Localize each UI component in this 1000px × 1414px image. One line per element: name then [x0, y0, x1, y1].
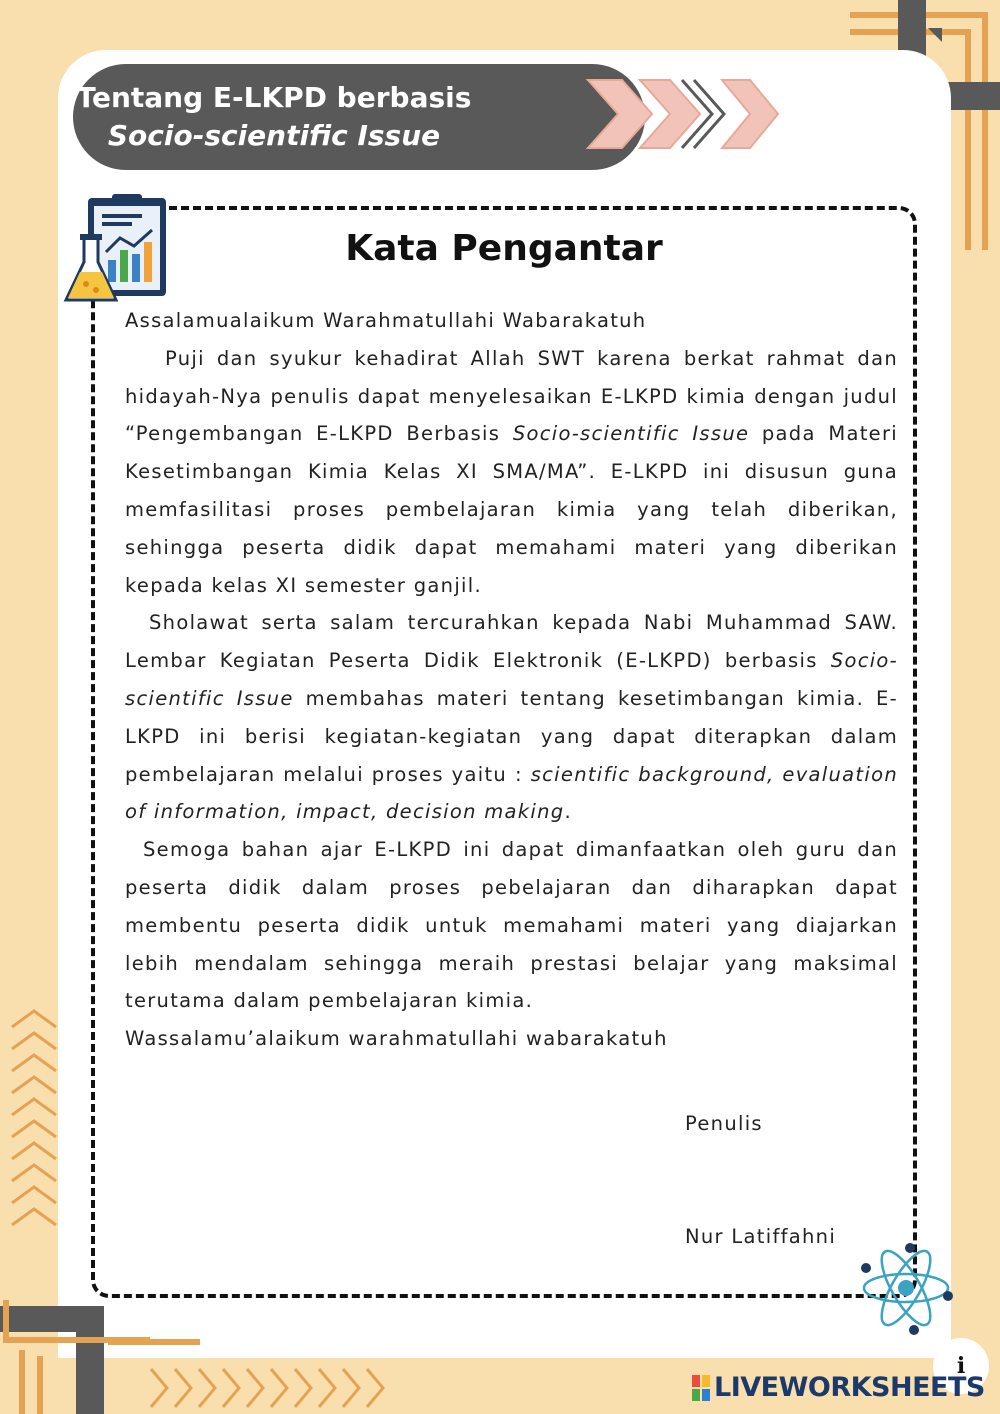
header-banner	[73, 64, 645, 170]
body-text	[125, 302, 898, 1058]
paragraph-2-text-c: .	[564, 800, 572, 824]
atom-icon	[858, 1240, 954, 1336]
greeting-line: Assalamualaikum Warahmatullahi Wabarakatuh	[125, 309, 647, 332]
liveworksheets-mark-icon	[692, 1375, 710, 1401]
closing-line: Wassalamu’alaikum warahmatullahi wabarakatuh	[125, 1027, 668, 1051]
header-line-1: Tentang E-LKPD berbasis	[76, 81, 472, 114]
left-chevron-decoration	[8, 1005, 60, 1245]
bottom-chevron-decoration	[145, 1365, 390, 1411]
liveworksheets-logo[interactable]	[692, 1372, 985, 1403]
paragraph-1-text-b: pada Materi Kesetimbangan Kimia Kelas XI SMA/MA”. E-LKPD ini disusun guna memfasilitasi proses pembelajaran kimia yang telah diberikan, sehingga peserta didik dapat memahami materi yang diberikan kepada kelas XI semester ganjil.	[125, 422, 898, 597]
paragraph-3: Semoga bahan ajar E-LKPD ini dapat dimanfaatkan oleh guru dan peserta didik dalam proses pebelajaran dan diharapkan dapat membentu peserta didik untuk memahami materi yang diajarkan lebih mendalam sehingga meraih prestasi belajar yang maksimal terutama dalam pembelajaran kimia.	[125, 838, 898, 1013]
paragraph-2-italic-2: scientific background, evaluation of information, impact, decision making	[125, 762, 898, 824]
signature-role: Penulis	[685, 1112, 763, 1135]
header-line-2: Socio-scientific Issue	[107, 119, 441, 152]
paragraph-2	[125, 604, 898, 831]
signature-name: Nur Latiffahni	[685, 1225, 837, 1248]
paragraph-1	[125, 340, 898, 605]
paragraph-2-italic: Socio-scientific Issue	[125, 649, 898, 710]
paragraph-1-text-a: Puji dan syukur kehadirat Allah SWT karena berkat rahmat dan hidayah-Nya penulis dapat menyelesaikan E-LKPD kimia dengan judul “Pengembangan E-LKPD Berbasis	[125, 346, 898, 446]
page-number: i	[933, 1338, 989, 1394]
header-chevron-icons	[580, 74, 785, 154]
paragraph-2-text-b: membahas materi tentang kesetimbangan kimia. E-LKPD ini berisi kegiatan-kegiatan yang dapat diterapkan dalam pembelajaran melalui proses yaitu :	[125, 686, 898, 786]
paragraph-2-text-a: Sholawat serta salam tercurahkan kepada Nabi Muhammad SAW. Lembar Kegiatan Peserta Didik Elektronik (E-LKPD) berbasis	[125, 611, 898, 673]
page-title: Kata Pengantar	[345, 228, 663, 269]
paragraph-1-italic: Socio-scientific Issue	[512, 422, 750, 446]
brand-name: LIVEWORKSHEETS	[714, 1372, 985, 1403]
